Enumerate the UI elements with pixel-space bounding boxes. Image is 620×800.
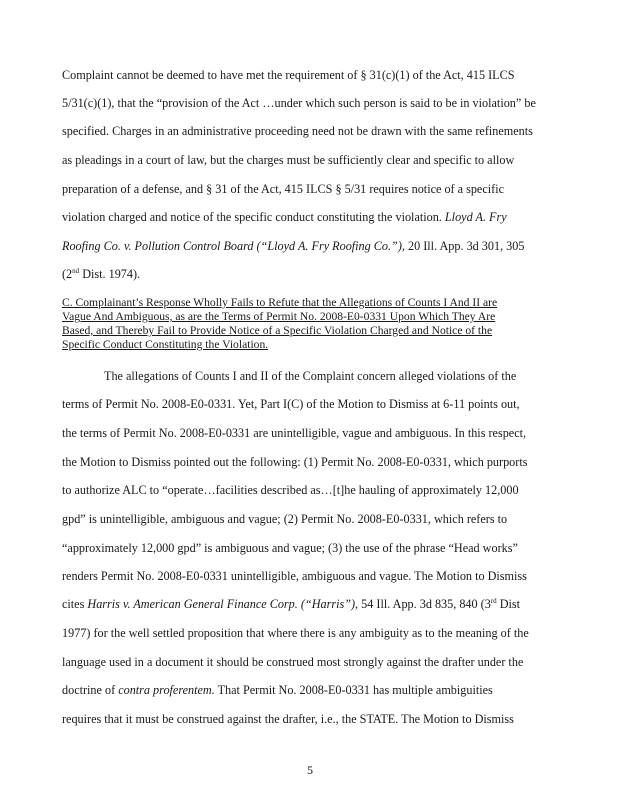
text-line: renders Permit No. 2008-E0-0331 unintelligible, ambiguous and vague. The Motion to Dismiss: [62, 569, 527, 583]
text-span: doctrine of: [62, 683, 119, 697]
text-span: (2: [62, 267, 73, 281]
text-line: terms of Permit No. 2008-E0-0331. Yet, Part I(C) of the Motion to Dismiss at 6-11 points out,: [62, 397, 520, 411]
text-span: Dist: [496, 597, 521, 611]
text-line: as pleadings in a court of law, but the charges must be sufficiently clear and specific to allow: [62, 153, 515, 167]
text-line: 5/31(c)(1), that the “provision of the Act …under which such person is said to be in violation” be: [62, 96, 536, 110]
latin-term: contra proferentem.: [118, 683, 215, 697]
text-span: Dist. 1974).: [79, 267, 141, 281]
text-line: Complaint cannot be deemed to have met the requirement of § 31(c)(1) of the Act, 415 ILCS: [62, 68, 515, 82]
text-span: violation charged and notice of the specific conduct constituting the violation.: [62, 210, 442, 224]
text-line: gpd” is unintelligible, ambiguous and vague; (2) Permit No. 2008-E0-0331, which refers to: [62, 512, 508, 526]
text-line: “approximately 12,000 gpd” is ambiguous and vague; (3) the use of the phrase “Head works”: [62, 541, 518, 555]
text-span: That Permit No. 2008-E0-0331 has multiple ambiguities: [214, 683, 493, 697]
text-span: 20 Ill. App. 3d 301, 305: [404, 239, 525, 253]
text-line: language used in a document it should be construed most strongly against the drafter under the: [62, 655, 524, 669]
text-line: preparation of a defense, and § 31 of the Act, 415 ILCS § 5/31 requires notice of a specific: [62, 182, 504, 196]
text-line: [62, 597, 552, 611]
case-citation: Roofing Co. v. Pollution Control Board (“Lloyd A. Fry Roofing Co.”),: [62, 239, 405, 253]
section-heading: Specific Conduct Constituting the Violation.: [62, 338, 269, 351]
case-citation: Harris v. American General Finance Corp. (“Harris”),: [87, 597, 359, 611]
superscript: rd: [490, 596, 497, 605]
case-citation: Lloyd A. Fry: [444, 210, 507, 224]
text-span: cites: [62, 597, 88, 611]
text-line: [62, 210, 552, 224]
text-line: 1977) for the well settled proposition that where there is any ambiguity as to the meaning of the: [62, 626, 529, 640]
page-number: 5: [307, 763, 313, 777]
text-line: to authorize ALC to “operate…facilities described as…[t]he hauling of approximately 12,000: [62, 483, 519, 497]
superscript: nd: [72, 266, 80, 275]
text-line: [62, 239, 552, 253]
text-line: specified. Charges in an administrative proceeding need not be drawn with the same refinements: [62, 124, 533, 138]
text-line: the Motion to Dismiss pointed out the following: (1) Permit No. 2008-E0-0331, which purports: [62, 455, 528, 469]
text-span: 54 Ill. App. 3d 835, 840 (3: [358, 597, 491, 611]
text-line: [62, 267, 552, 281]
section-heading: Vague And Ambiguous, as are the Terms of Permit No. 2008-E0-0331 Upon Which They Are: [62, 310, 496, 323]
section-heading: C. Complainant’s Response Wholly Fails to Refute that the Allegations of Counts I And II are: [62, 296, 498, 309]
section-heading: Based, and Thereby Fail to Provide Notice of a Specific Violation Charged and Notice of the: [62, 324, 493, 337]
text-line: requires that it must be construed against the drafter, i.e., the STATE. The Motion to Dismiss: [62, 712, 514, 726]
text-line: the terms of Permit No. 2008-E0-0331 are unintelligible, vague and ambiguous. In this respect,: [62, 426, 527, 440]
text-line: The allegations of Counts I and II of the Complaint concern alleged violations of the: [104, 369, 517, 383]
text-line: [62, 683, 552, 697]
